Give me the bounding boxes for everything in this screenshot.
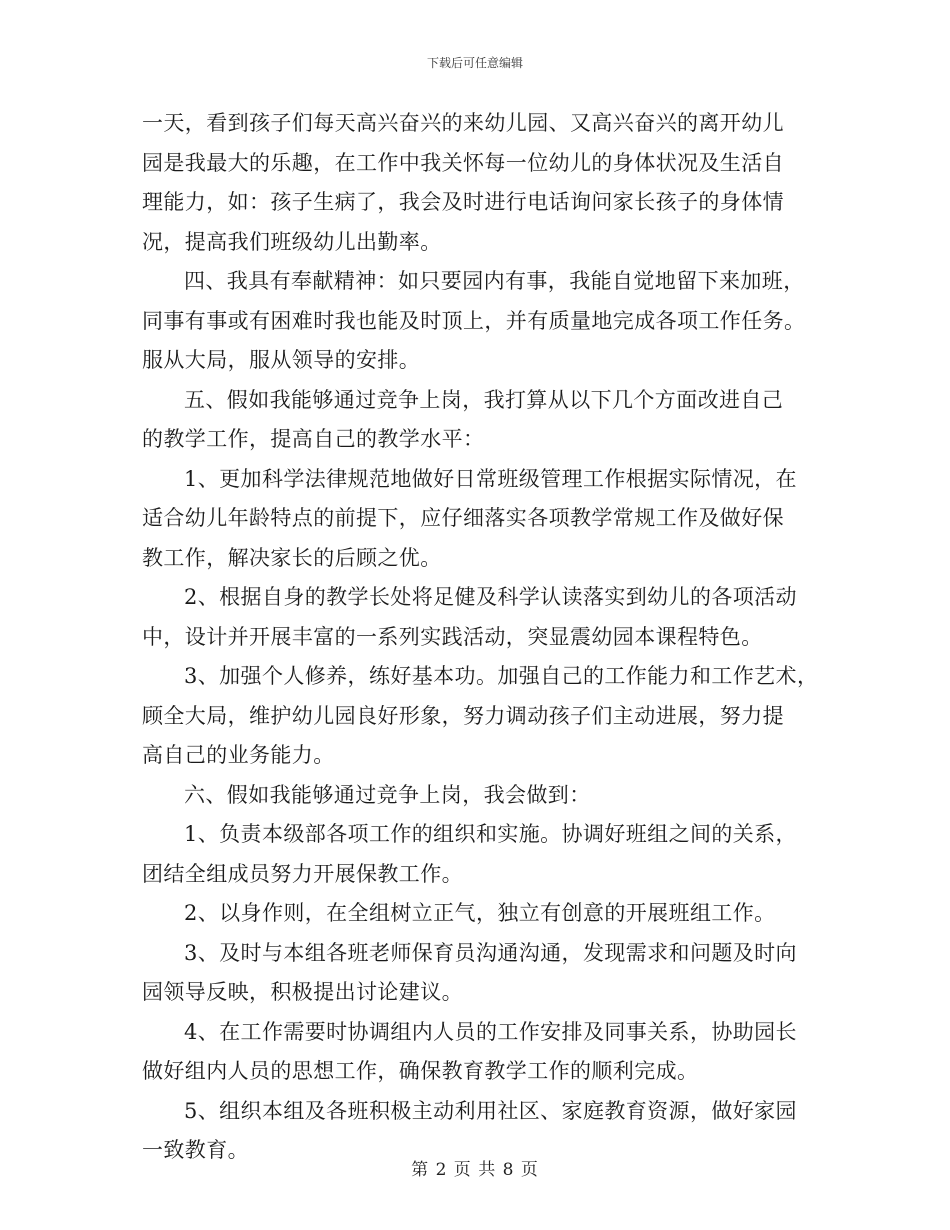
- body-line: 高自己的业务能力。: [142, 743, 335, 767]
- body-line: 园领导反映，积极提出讨论建议。: [142, 980, 463, 1004]
- body-line: 服从大局，服从领导的安排。: [142, 348, 421, 372]
- paragraph-first-line: 2、根据自身的教学长处将足健及科学认读落实到幼儿的各项活动: [184, 585, 797, 609]
- paragraph-first-line: 五、假如我能够通过竞争上岗，我打算从以下几个方面改进自己: [184, 387, 784, 412]
- body-line: 的教学工作，提高自己的教学水平：: [142, 427, 485, 451]
- paragraph-first-line: 四、我具有奉献精神：如只要园内有事，我能自觉地留下来加班，: [184, 269, 805, 293]
- body-line: 适合幼儿年龄特点的前提下，应仔细落实各项教学常规工作及做好保: [142, 506, 784, 530]
- paragraph-first-line: 六、假如我能够通过竞争上岗，我会做到：: [184, 782, 591, 807]
- body-line: 一天，看到孩子们每天高兴奋兴的来幼儿园、又高兴奋兴的离开幼儿: [142, 111, 784, 135]
- body-line: 园是我最大的乐趣，在工作中我关怀每一位幼儿的身体状况及生活自: [142, 150, 784, 175]
- body-line: 中，设计并开展丰富的一系列实践活动，突显震幼园本课程特色。: [142, 624, 763, 649]
- body-line: 况，提高我们班级幼儿出勤率。: [142, 229, 442, 254]
- paragraph-first-line: 1、负责本级部各项工作的组织和实施。协调好班组之间的关系，: [184, 822, 797, 846]
- body-line: 教工作，解决家长的后顾之优。: [142, 545, 442, 570]
- paragraph-first-line: 3、及时与本组各班老师保育员沟通沟通，发现需求和问题及时向: [184, 940, 797, 965]
- paragraph-first-line: 2、以身作则，在全组树立正气，独立有创意的开展班组工作。: [184, 901, 776, 925]
- page-header: 下载后可任意编辑: [426, 56, 523, 70]
- document-body: [142, 104, 822, 1171]
- paragraph-first-line: 1、更加科学法律规范地做好日常班级管理工作根据实际情况，在: [184, 466, 797, 491]
- paragraph-first-line: 5、组织本组及各班积极主动利用社区、家庭教育资源，做好家园: [184, 1098, 797, 1123]
- body-line: 理能力，如：孩子生病了，我会及时进行电话询问家长孩子的身体情: [142, 190, 784, 214]
- body-line: 做好组内人员的思想工作，确保教育教学工作的顺利完成。: [142, 1059, 699, 1083]
- paragraph-first-line: 4、在工作需要时协调组内人员的工作安排及同事关系，协助园长: [184, 1019, 797, 1044]
- body-line: 同事有事或有困难时我也能及时顶上，并有质量地完成各项工作任务。: [142, 308, 806, 333]
- body-line: 一致教育。: [142, 1138, 249, 1162]
- paragraph-first-line: 3、加强个人修养，练好基本功。加强自己的工作能力和工作艺术，: [184, 664, 819, 688]
- body-line: 顾全大局，维护幼儿园良好形象，努力调动孩子们主动进展，努力提: [142, 703, 784, 728]
- page-number-footer: 第 2 页 共 8 页: [411, 1160, 539, 1180]
- body-line: 团结全组成员努力开展保教工作。: [142, 861, 463, 886]
